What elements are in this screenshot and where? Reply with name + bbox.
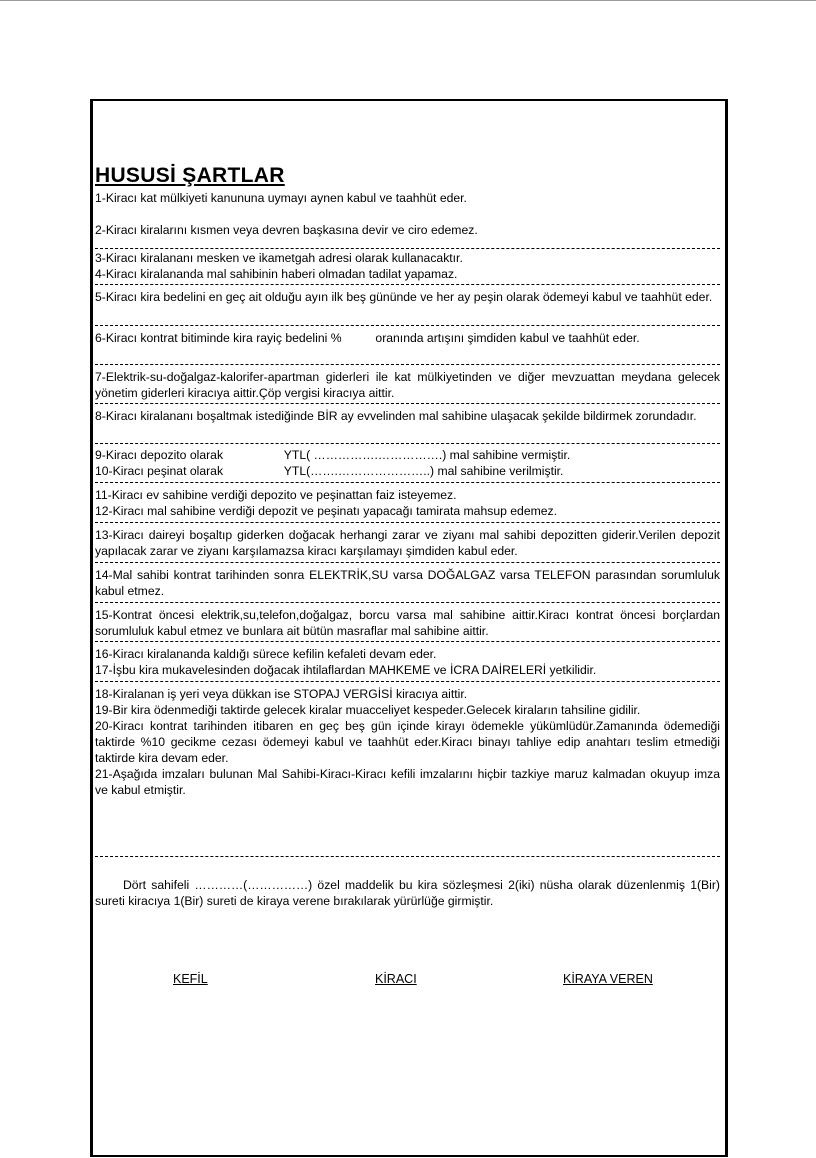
clause-3: 3-Kiracı kiralananı mesken ve ikametgah adresi olarak kullanacaktır. [95,251,463,265]
clause-section-2 [95,249,720,285]
document-body [95,165,720,992]
clause-7: 7-Elektrik-su-doğalgaz-kalorifer-apartman giderleri ile kat mülkiyetinden ve diğer mevzuattan meydana gelecek yönetim giderleri kiracıya aittir.Çöp vergisi kiracıya aittir. [95,370,720,400]
clause-17: 17-İşbu kira mukavelesinden doğacak ihtilaflardan MAHKEME ve İCRA DAİRELERİ yetkilidir. [95,663,597,677]
clause-section-1 [95,190,720,249]
clause-section-10 [95,563,720,603]
clause-5: 5-Kiracı kira bedelini en geç ait olduğu ayın ilk beş gününde ve her ay peşin olarak ödemeyi kabul ve taahhüt eder. [95,290,713,304]
top-rule [0,0,816,1]
clause-section-6 [95,404,720,444]
clause-16: 16-Kiracı kiralananda kaldığı sürece kefilin kefaleti devam eder. [95,647,437,661]
clause-section-8 [95,483,720,523]
clause-section-4 [95,326,720,365]
clause-4: 4-Kiracı kiralananda mal sahibinin haberi olmadan tadilat yapamaz. [95,267,458,281]
clause-6: 6-Kiracı kontrat bitiminde kira rayiç bedelini % oranında artışını şimdiden kabul ve taahhüt eder. [95,331,640,345]
clause-section-3 [95,285,720,326]
clause-section-7 [95,444,720,483]
clause-15: 15-Kontrat öncesi elektrik,su,telefon,doğalgaz, borcu varsa mal sahibine aittir.Kiracı kontrat öncesi borçlardan sorumluluk kabul etmez ve bunlara ait bütün masraflar mal sahibine aittir. [95,608,720,638]
clause-section-9 [95,523,720,563]
signature-kefil: KEFİL [173,972,208,986]
clause-20: 20-Kiracı kontrat tarihinden itibaren en geç beş gün içinde kirayı ödemekle yükümlüdür.Zamanında ödemediği taktirde %10 gecikme cezası ödemeyi kabul ve taahhüt eder.Kiracı binayı tahliye edip anahtarı teslim etmediği taktirde kira devam eder. [95,719,720,765]
clause-section-13 [95,682,720,857]
signature-kiraya-veren: KİRAYA VEREN [563,972,653,986]
closing-statement: Dört sahifeli …………(……………) özel maddelik bu kira sözleşmesi 2(iki) nüsha olarak düzenlenmiş 1(Bir) sureti kiracıya 1(Bir) sureti de kiraya verene bırakılarak yürürlüğe girmiştir. [95,878,720,908]
clause-section-5 [95,365,720,404]
clause-14: 14-Mal sahibi kontrat tarihinden sonra ELEKTRİK,SU varsa DOĞALGAZ varsa TELEFON parasından sorumluluk kabul etmez. [95,568,720,598]
signature-kiraci: KİRACI [375,972,417,986]
clause-10: 10-Kiracı peşinat olarak YTL(…….…………………..) mal sahibine verilmiştir. [95,464,564,478]
page-title: HUSUSİ ŞARTLAR [95,164,285,187]
clause-12: 12-Kiracı mal sahibine verdiği depozit ve peşinatı yapacağı tamirata mahsup edemez. [95,504,558,518]
clause-2: 2-Kiracı kiralarını kısmen veya devren başkasına devir ve ciro edemez. [95,223,478,237]
clause-13: 13-Kiracı daireyi boşaltıp giderken doğacak herhangi zarar ve ziyanı mal sahibi depozitten giderir.Verilen depozit yapılacak zarar ve ziyanı karşılamazsa kiracı karşılamayı şimdiden kabul eder. [95,528,720,558]
clause-11: 11-Kiracı ev sahibine verdiği depozito ve peşinattan faiz isteyemez. [95,488,457,502]
clause-19: 19-Bir kira ödenmediği taktirde gelecek kiralar muacceliyet kespeder.Gelecek kiraların tahsiline gidilir. [95,703,641,717]
clause-8: 8-Kiracı kiralananı boşaltmak istediğinde BİR ay evvelinden mal sahibine ulaşacak şekilde bildirmek zorundadır. [95,409,697,423]
clause-1: 1-Kiracı kat mülkiyeti kanununa uymayı aynen kabul ve taahhüt eder. [95,191,467,205]
signature-row [95,972,720,992]
clause-18: 18-Kiralanan iş yeri veya dükkan ise STOPAJ VERGİSİ kiracıya aittir. [95,687,468,701]
clause-9: 9-Kiracı depozito olarak YTL( …………….…………….) mal sahibine vermiştir. [95,448,571,462]
clause-21: 21-Aşağıda imzaları bulunan Mal Sahibi-Kiracı-Kiracı kefili imzalarını hiçbir tazkiye maruz kalmadan okuyup imza ve kabul etmiştir. [95,767,720,797]
clause-section-12 [95,642,720,682]
clause-section-11 [95,603,720,642]
